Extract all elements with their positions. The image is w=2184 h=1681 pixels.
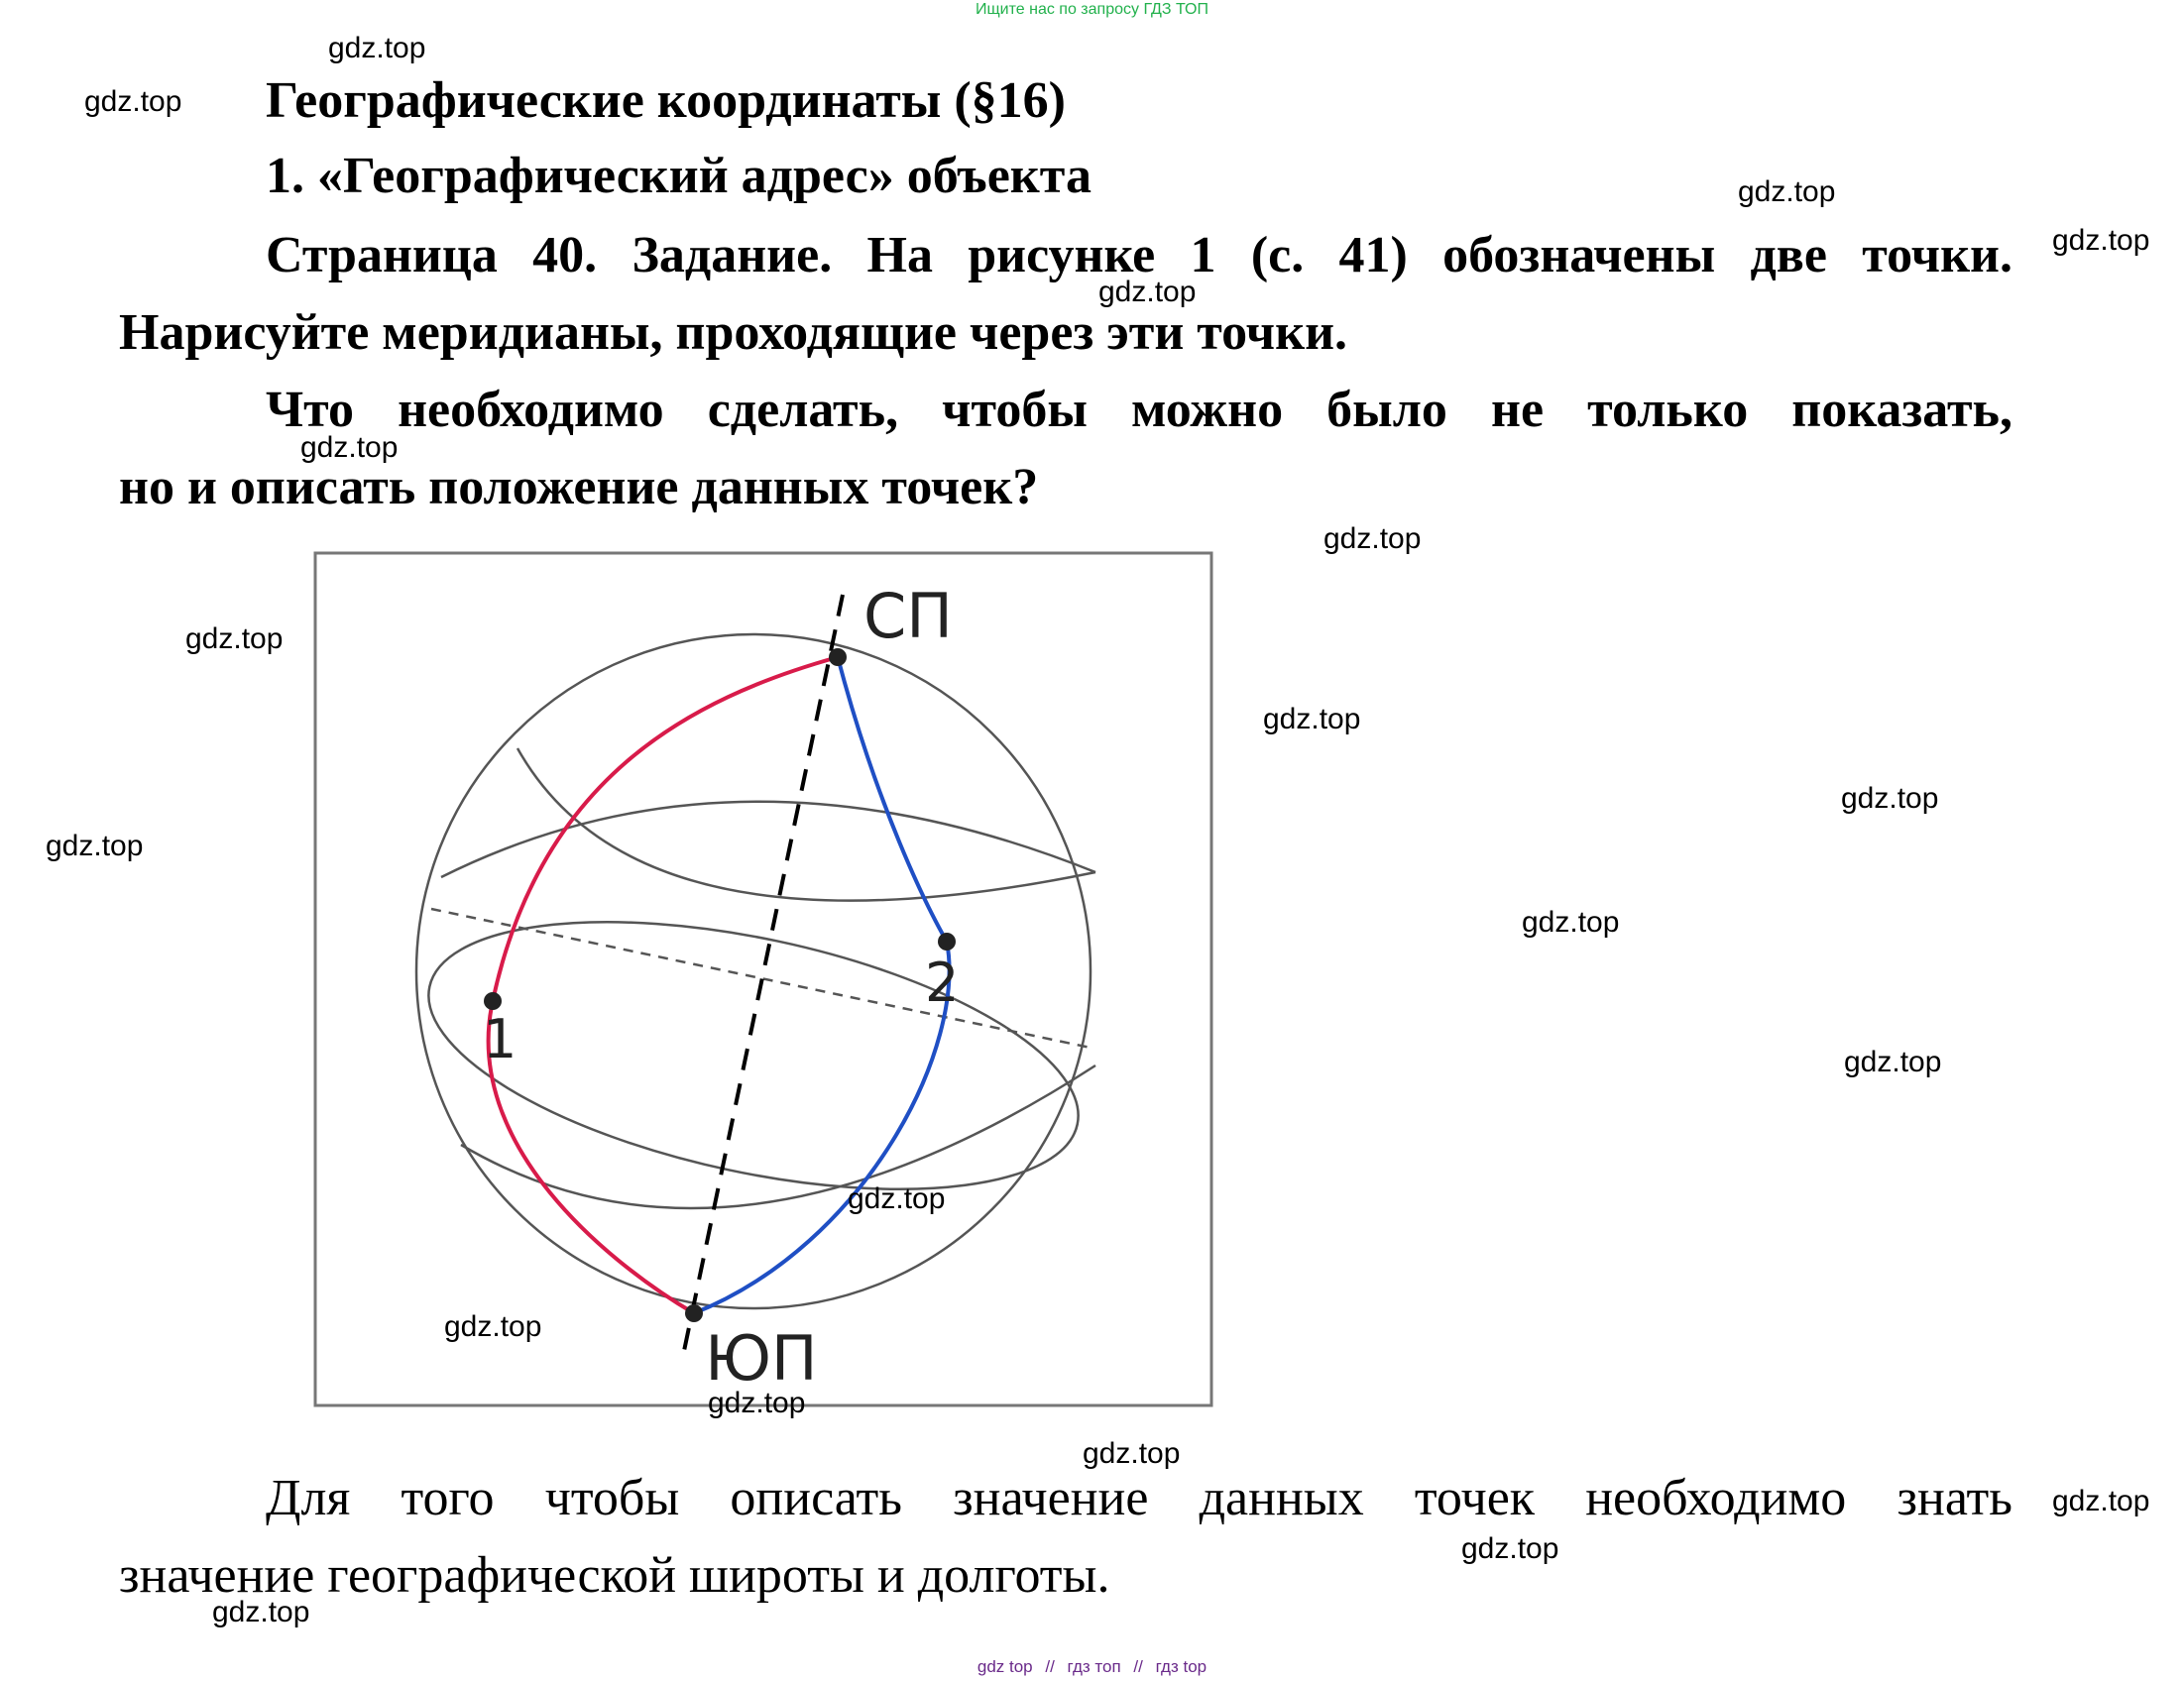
south-pole-point — [685, 1304, 703, 1322]
equator-dashed-axis — [431, 909, 1091, 1048]
footer-link-2[interactable]: гдз топ — [1067, 1657, 1121, 1676]
watermark: gdz.top — [1841, 782, 1939, 815]
task-text-line-3: Что необходимо сделать, чтобы можно было не только показать, — [266, 382, 2012, 438]
meridian-through-point-1 — [489, 657, 838, 1313]
watermark: gdz.top — [848, 1182, 946, 1215]
section-subtitle: 1. «Географический адрес» объекта — [266, 148, 1092, 204]
footer-link-1[interactable]: gdz top — [977, 1657, 1033, 1676]
watermark: gdz.top — [1522, 906, 1620, 939]
watermark: gdz.top — [300, 431, 399, 464]
globe-figure — [312, 550, 1214, 1412]
watermark: gdz.top — [84, 85, 182, 118]
task-text-line-2: Нарисуйте меридианы, проходящие через эти точки. — [119, 304, 1348, 361]
footer-link-3[interactable]: гдз top — [1155, 1657, 1207, 1676]
watermark: gdz.top — [46, 830, 144, 862]
north-pole-label: СП — [863, 580, 953, 652]
point-1-label: 1 — [483, 1008, 517, 1070]
watermark: gdz.top — [1098, 276, 1197, 308]
watermark: gdz.top — [2052, 224, 2150, 257]
watermark: gdz.top — [328, 32, 426, 64]
footer-links — [0, 1657, 2184, 1677]
watermark: gdz.top — [185, 622, 284, 655]
footer-separator: // — [1133, 1657, 1143, 1676]
globe-diagram — [312, 550, 1214, 1412]
watermark: gdz.top — [1323, 522, 1422, 555]
task-text-line-4: но и описать положение данных точек? — [119, 459, 1039, 515]
watermark: gdz.top — [1738, 175, 1836, 208]
watermark: gdz.top — [2052, 1485, 2150, 1517]
point-2-marker — [938, 933, 956, 951]
north-pole-point — [829, 648, 847, 666]
parallel-northern-back-arc — [441, 802, 1095, 877]
globe-lines — [405, 595, 1101, 1351]
answer-text-line-1: Для того чтобы описать значение данных точек необходимо знать — [266, 1470, 2012, 1526]
task-text-line-1: Страница 40. Задание. На рисунке 1 (с. 41) обозначены две точки. — [266, 227, 2012, 283]
top-banner-link[interactable]: Ищите нас по запросу ГДЗ ТОП — [976, 1, 1208, 18]
watermark: gdz.top — [1461, 1532, 1559, 1565]
south-pole-label: ЮП — [705, 1322, 818, 1395]
page-title: Географические координаты (§16) — [266, 72, 1066, 129]
watermark: gdz.top — [1083, 1437, 1181, 1470]
point-2-label: 2 — [925, 952, 960, 1014]
watermark: gdz.top — [444, 1310, 542, 1343]
answer-text-line-2: значение географической широты и долготы. — [119, 1547, 1110, 1604]
watermark: gdz.top — [708, 1387, 806, 1419]
watermark: gdz.top — [1844, 1046, 1942, 1078]
globe-outline — [416, 634, 1091, 1308]
watermark: gdz.top — [212, 1596, 310, 1628]
parallel-southern-arc — [461, 1065, 1095, 1208]
watermark: gdz.top — [1263, 703, 1361, 735]
footer-separator: // — [1045, 1657, 1055, 1676]
